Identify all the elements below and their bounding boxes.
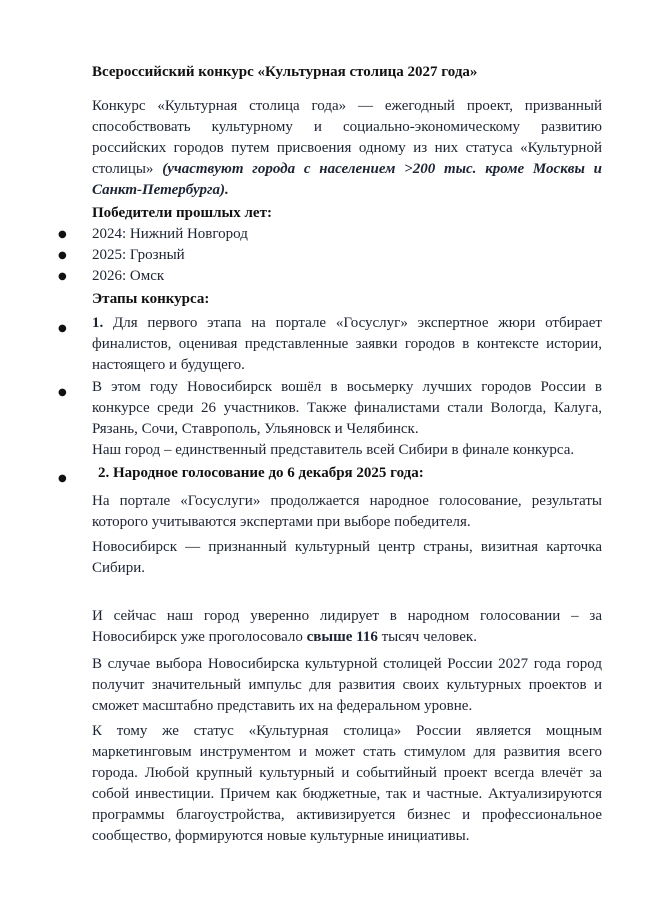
bullet-icon: ●: [58, 229, 67, 240]
list-item: 2025: Грозный: [92, 247, 185, 263]
stages-heading: Этапы конкурса:: [92, 291, 210, 307]
list-item: 2024: Нижний Новгород: [92, 226, 248, 242]
winners-list: [92, 224, 248, 287]
stage1-text: Для первого этапа на портале «Госуслуг» экспертное жюри отбирает финалистов, оценивая представленные заявки городов в контексте истории, настоящего и будущего.: [92, 315, 602, 373]
stage2-paragraph-5: К тому же статус «Культурная столица» России является мощным маркетинговым инструментом и может стать стимулом для развития всего города. Любой крупный культурный и событийный проект всегда влечёт за собой инвестиции. Причем как бюджетные, так и частные. Актуализируются программы благоустройства, активизируется бизнес и профессиональное сообщество, формируются новые культурные инициативы.: [92, 723, 602, 844]
stage1-number: 1.: [92, 315, 104, 331]
document-title: Всероссийский конкурс «Культурная столица 2027 года»: [92, 64, 478, 80]
votes-text-start: И сейчас наш город уверенно лидирует в народном голосовании – за Новосибирск уже проголосовало: [92, 608, 602, 645]
stage1-result-text: В этом году Новосибирск вошёл в восьмерку лучших городов России в конкурсе среди 26 участников. Также финалистами стали Вологда, Калуга, Рязань, Сочи, Ставрополь, Ульяновск и Челябинск.: [92, 379, 602, 437]
stage2-paragraph-3: [92, 606, 602, 648]
stage2-paragraph-1: На портале «Госуслуги» продолжается народное голосование, результаты которого учитываются экспертами при выборе победителя.: [92, 493, 602, 530]
bullet-icon: ●: [58, 323, 67, 334]
bullet-icon: ●: [58, 473, 67, 484]
intro-emphasis: (участвуют города с населением >200 тыс. кроме Москвы и Санкт-Петербурга).: [92, 161, 603, 198]
stage1-paragraph: [92, 313, 602, 376]
bullet-icon: ●: [58, 387, 67, 398]
votes-count: свыше 116: [306, 629, 378, 645]
stage1-result-line2: Наш город – единственный представитель всей Сибири в финале конкурса.: [92, 442, 575, 458]
stage2-paragraph-2: Новосибирск — признанный культурный центр страны, визитная карточка Сибири.: [92, 539, 602, 576]
stage1-result-paragraph: [92, 377, 602, 461]
bullet-icon: ●: [58, 271, 67, 282]
votes-text-end: тысяч человек.: [377, 629, 477, 645]
stage2-heading: 2. Народное голосование до 6 декабря 2025 года:: [98, 465, 424, 481]
intro-text: Конкурс «Культурная столица года» — ежегодный проект, призванный способствовать культурному и социально-экономическому развитию российских городов путем присвоения одному из них статуса «Культурной столицы»: [92, 98, 602, 177]
stage2-paragraph-4: В случае выбора Новосибирска культурной столицей России 2027 года город получит значительный импульс для развития своих культурных проектов и сможет масштабно представить их на федеральном уровне.: [92, 656, 602, 714]
list-item: 2026: Омск: [92, 268, 165, 284]
bullet-icon: ●: [58, 250, 67, 261]
intro-paragraph: [92, 96, 602, 201]
winners-heading: Победители прошлых лет:: [92, 205, 272, 221]
